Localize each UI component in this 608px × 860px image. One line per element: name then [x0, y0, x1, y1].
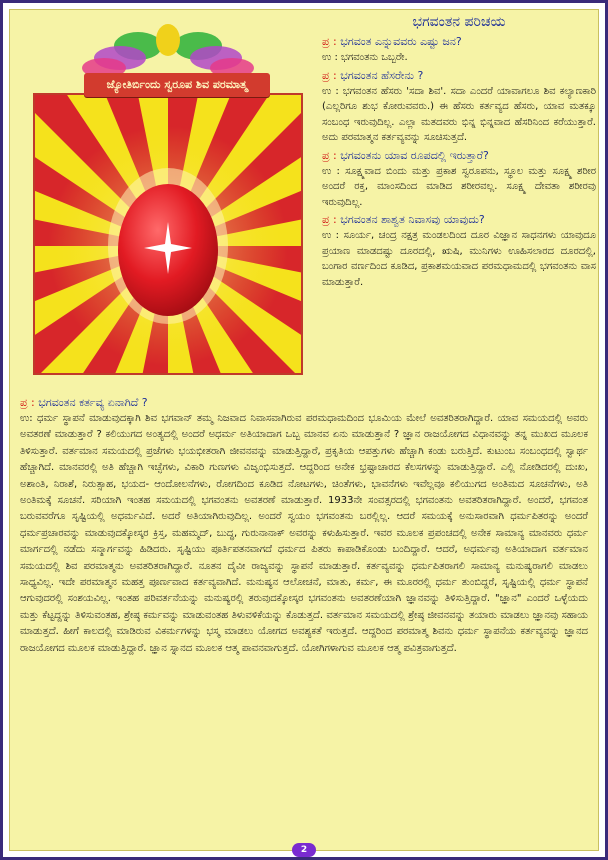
answer-body: ಉ: ಧರ್ಮ ಸ್ಥಾಪನೆ ಮಾಡುವುದಕ್ಕಾಗಿ ಶಿವ ಭಗವಾನ್ ತಮ್ಮ ನಿಜವಾದ ನಿವಾಸವಾಗಿರುವ ಪರಮಧಾಮದಿಂದ ಭೂಮಿಯ ಮೇಲೆ ಅವತರಿತರಾಗಿದ್ದಾರೆ. ಯಾವ ಸಮಯದಲ್ಲಿ ಅವರು ಅವತರಣೆ ಮಾಡುತ್ತಾರೆ ? ಕಲಿಯುಗದ ಅಂತ್ಯದಲ್ಲಿ ಅಂದರೆ ಅಧರ್ಮ ಅತಿಯಾದಾಗ ಒಬ್ಬ ಮಾನವ ಏನು ಮಾಡುತ್ತಾನೆ ? ಜ್ಞಾನ ರಾಜಯೋಗದ ವಿಧಾನವನ್ನು ತನ್ನ ಮುಖದ ಮೂಲಕ ತಿಳಿಸುತ್ತಾರೆ. ವರ್ತಮಾನ ಸಮಯದಲ್ಲಿ ಪ್ರಜೆಗಳು ಭಯಭೀತರಾಗಿ ಜೀವನವನ್ನು ಮಾಡುತ್ತಿದ್ದಾರೆ, ಪ್ರಕೃತಿಯ ಆಪತ್ತುಗಳು ಹೆಚ್ಚಾಗಿ ಕಂಡು ಬರುತ್ತಿದೆ. ಕುಟುಂಬ ಸಂಬಂಧದಲ್ಲಿ ಸ್ವಾರ್ಥ ಹೆಚ್ಚಾಗಿದೆ. ಮಾನವರಲ್ಲಿ ಅತಿ ಹೆಚ್ಚಾಗಿ ಇಚ್ಛೆಗಳು, ವಿಕಾರಿ ಗುಣಗಳು ವಿಜೃಂಭಿಸುತ್ತದೆ. ಆದ್ದರಿಂದ ಅನೇಕ ಭ್ರಷ್ಟಾಚಾರದ ಕೆಲಸಗಳನ್ನು ಮಾಡುತ್ತಿದ್ದಾರೆ. ಎಲ್ಲಿ ನೋಡಿದರಲ್ಲಿ ದುಃಖ, ಅಶಾಂತಿ, ನಿರಾಶೆ, ನಿರುತ್ಸಾಹ, ಭಯದ- ಆಂದೋಲನೆಗಳು, ರೋಗದಿಂದ ಕೂಡಿದ ನೋಟಗಳು, ಚಿಂತೆಗಳು, ಭಾವನೆಗಳು ಇವೆಲ್ಲವೂ ಕಲಿಯುಗದ ಅಂತಿಮದ ಸೂಚನೆಗಳು, ಅತಿ ಅಂತಿಮಕ್ಕೆ ಸೂಚನೆ. ಸರಿಯಾಗಿ ಇಂತಹ ಸಮಯದಲ್ಲಿ ಭಗವಂತನು ಅವತರಣೆ ಮಾಡುತ್ತಾರೆ. 1933ನೇ ಸಂವತ್ಸರದಲ್ಲಿ ಭಗವಂತನು ಅವತರಿತರಾಗಿದ್ದಾರೆ. ಅಂದರೆ, ಭಗವಂತ ಬರುವವರೆಗೂ ಸೃಷ್ಟಿಯಲ್ಲಿ ಅಧರ್ಮವಿದೆ. ಅದರೆ ಅತಿಯಾಗಿರುವುದಿಲ್ಲ. ಅಂದರೆ ಸ್ವಯಂ ಭಗವಂತನು ಬರಲ್ಲಿಲ್ಲ. ಆದರೆ ಸಮಯಕ್ಕೆ ಅನುಸಾರವಾಗಿ ಧರ್ಮಪಿತರನ್ನು ಅಂದರೆ ಧರ್ಮಪ್ರಚಾರವನ್ನು ಮಾಡುವುದಕ್ಕೋಸ್ಕರ ಕ್ರಿಸ್ತ, ಮಹಮ್ಮದ್, ಬುದ್ಧ, ಗುರುನಾನಾಕ್ ಅವರನ್ನು ಕಳುಹಿಸುತ್ತಾರೆ. ಇವರ ಮೂಲಕ ಪ್ರಪಂಚದಲ್ಲಿ ಅನೇಕ ಸಾಮಾನ್ಯ ಮಾನವರು ಧರ್ಮ ಮಾರ್ಗದಲ್ಲಿ ನಡೆದು ಸನ್ಮಾರ್ಗವನ್ನು ಹಿಡಿದರು. ಸೃಷ್ಟಿಯು ಪೂರ್ತಿಪತನವಾಗದೆ ಧರ್ಮದ ಪಿತರು ಕಾಪಾಡಿಕೊಂಡು ಬಂದಿದ್ದಾರೆ. ಆದರೆ, ಅಧರ್ಮವು ಅತಿಯಾದಾಗ ವರ್ತಮಾನ ಸಮಯದಲ್ಲಿ ಶಿವ ಪರಮಾತ್ಮನು ಅವತರಿತರಾಗಿದ್ದಾರೆ. ನೂತನ ದೈವೀ ರಾಜ್ಯವನ್ನು ಸ್ಥಾಪನೆ ಮಾಡುತ್ತಾರೆ. ಕರ್ತವ್ಯವನ್ನು ಧರ್ಮಪಿತರಾಗಲಿ ಸಾಮಾನ್ಯ ಮನುಷ್ಯರಾಗಲಿ ಮಾಡಲು ಸಾಧ್ಯವಿಲ್ಲ. ಇದೇ ಪರಮಾತ್ಮನ ಮಹತ್ತ ಪೂರ್ಣವಾದ ಕರ್ತವ್ಯವಾಗಿದೆ. ಮನುಷ್ಯನ ಆಲೋಚನೆ, ಮಾತು, ಕರ್ಮ, ಈ ಮೂರರಲ್ಲಿ ಧರ್ಮ ತುಂಬಿದ್ದರೆ, ಸೃಷ್ಟಿಯಲ್ಲಿ ಧರ್ಮ ಸ್ಥಾಪನೆ ಆಗುವುದರಲ್ಲಿ ಸಂಶಯವಿಲ್ಲ. ಇಂತಹ ಪರಿವರ್ತನೆಯನ್ನು ಮನುಷ್ಯರಲ್ಲಿ ತರುವುದಕ್ಕೋಸ್ಕರ ಭಗವಂತನು ಅವತರಣೆಯಾಗಿ ಜ್ಞಾನವನ್ನು ತಿಳಿಸುತ್ತಿದ್ದಾರೆ. "ಜ್ಞಾನ" ಎಂದರೆ ಒಳ್ಳೆಯದು ಮತ್ತು ಕೆಟ್ಟದ್ದನ್ನು ತಿಳಿಸುವಂತಹ, ಶ್ರೇಷ್ಠ ಕರ್ಮವನ್ನು ಮಾಡುವಂತಹ ತಿಳುವಳಿಕೆಯನ್ನು ಕೊಡುತ್ತದೆ. ವರ್ತಮಾನ ಸಮಯದಲ್ಲಿ ಶ್ರೇಷ್ಠ ಜೀವನವನ್ನು ತಯಾರು ಮಾಡಲು ಜ್ಞಾನವು ಸಹಾಯ ಮಾಡುತ್ತದೆ. ಹೀಗೆ ಕಾಲದಲ್ಲಿ ಮಾಡಿರುವ ವಿಕರ್ಮಗಳನ್ನು ಭಸ್ಮ ಮಾಡಲು ಯೋಗದ ಅವಶ್ಯಕತೆ ಇರುತ್ತದೆ. ಆದ್ದರಿಂದ ಪರಮಾತ್ಮ ಶಿವನು ಧರ್ಮ ಸ್ಥಾಪನೆಯ ಕರ್ತವ್ಯವನ್ನು ಜ್ಞಾನದ ರಾಜಯೋಗದ ಮೂಲಕ ಮಾಡುತ್ತಿದ್ದಾರೆ. ಜ್ಞಾನ ಸ್ನಾನದ ಮೂಲಕ ಆತ್ಮ ಪಾವನವಾಗುತ್ತದೆ. ಯೋಗಿಗಳಾಗುವ ಮೂಲಕ ಆತ್ಮ ಪವಿತ್ರವಾಗುತ್ತದೆ. [20, 413, 588, 654]
question [20, 395, 588, 410]
image-banner: ಜ್ಯೋತಿರ್ಬಿಂದು ಸ್ವರೂಪ ಶಿವ ಪರಮಾತ್ಮ [84, 73, 270, 97]
page-number: 2 [292, 843, 316, 857]
question [322, 68, 596, 83]
answer: ಉ : ಭಗವಂತನ ಹೆಸರು 'ಸದಾ ಶಿವ'. ಸದಾ ಎಂದರೆ ಯಾವಾಗಲೂ ಶಿವ ಕಲ್ಯಾಣಕಾರಿ (ಎಲ್ಲರಿಗೂ ಶುಭ ಕೋರುವವರು.) ಈ ಹೆಸರು ಕರ್ತವ್ಯದ ಹೆಸರು, ಯಾವ ಮತಕ್ಕೂ ಸಂಬಂಧ ಇರುವುದಿಲ್ಲ. ಎಲ್ಲಾ ಮತದವರು ಭಿನ್ನ ಭಿನ್ನವಾದ ಹೆಸರಿನಿಂದ ಕರೆಯುತ್ತಾರೆ. ಅದು ಪರಮಾತ್ಮನ ಕರ್ತವ್ಯವನ್ನು ಸೂಚಿಸುತ್ತದೆ. [322, 85, 596, 143]
qa-item [322, 212, 596, 290]
question-label: ಪ್ರ : [322, 68, 337, 82]
question-label: ಪ್ರ : [322, 148, 337, 162]
answer: ಉ : ಸೂಕ್ಷ್ಮವಾದ ಬಿಂದು ಮತ್ತು ಪ್ರಕಾಶ ಸ್ವರೂಪನು, ಸ್ಥೂಲ ಮತ್ತು ಸೂಕ್ಷ್ಮ ಶರೀರ ಅಂದರೆ ರಕ್ತ, ಮಾಂಸದಿಂದ ಮಾಡಿದ ಶರೀರವಲ್ಲ. ಸೂಕ್ಷ್ಮ ದೇವತಾ ಶರೀರವು ಇರುವುದಿಲ್ಲ. [322, 165, 596, 208]
question-label: ಪ್ರ : [322, 35, 337, 48]
answer: ಉ : ಸೂರ್ಯ, ಚಂದ್ರ ನಕ್ಷತ್ರ ಮಂಡಲದಿಂದ ದೂರ ವಿಜ್ಞಾನ ಸಾಧನಗಳು ಯಾವುದೂ ಪ್ರಯಾಣ ಮಾಡದಷ್ಟು ದೂರದಲ್ಲಿ, ಋಷಿ, ಮುನಿಗಳು ಊಹಿಸಲಾರದ ದೂರದಲ್ಲಿ, ಬಂಗಾರ ವರ್ಣದಿಂದ ಕೂಡಿದ, ಪ್ರಕಾಶಮಯವಾದ ಪರಮಧಾಮದಲ್ಲಿ ಭಗವಂತನು ವಾಸ ಮಾಡುತ್ತಾರೆ. [322, 230, 596, 288]
main-qa [20, 394, 588, 657]
question [322, 34, 596, 49]
question-text: ಭಗವಂತನ ಹೆಸರೇನು ? [340, 68, 424, 82]
shiva-illustration [20, 24, 318, 389]
qa-item [322, 34, 596, 66]
content-panel [9, 9, 599, 851]
question [322, 148, 596, 163]
qa-item [322, 148, 596, 211]
question-text: ಭಗವಂತ ಎನ್ನುವವರು ಎಷ್ಟು ಜನ? [340, 35, 462, 48]
question-text: ಭಗವಂತನ ಕರ್ತವ್ಯ ಏನಾಗಿದೆ ? [38, 396, 148, 409]
question-label: ಪ್ರ : [20, 396, 35, 409]
question [322, 212, 596, 227]
lotus-ornament [82, 24, 254, 78]
qa-item [322, 68, 596, 146]
right-column [322, 14, 596, 292]
answer: ಉ : ಭಗವಂತನು ಒಬ್ಬರೇ. [322, 52, 408, 63]
question-label: ಪ್ರ : [322, 213, 337, 226]
question-text: ಭಗವಂತನ ಶಾಶ್ವತ ನಿವಾಸವು ಯಾವುದು? [340, 213, 485, 226]
question-text: ಭಗವಂತನು ಯಾವ ರೂಪದಲ್ಲಿ ಇರುತ್ತಾರೆ? [340, 148, 489, 162]
page-title: ಭಗವಂತನ ಪರಿಚಯ [412, 14, 506, 30]
